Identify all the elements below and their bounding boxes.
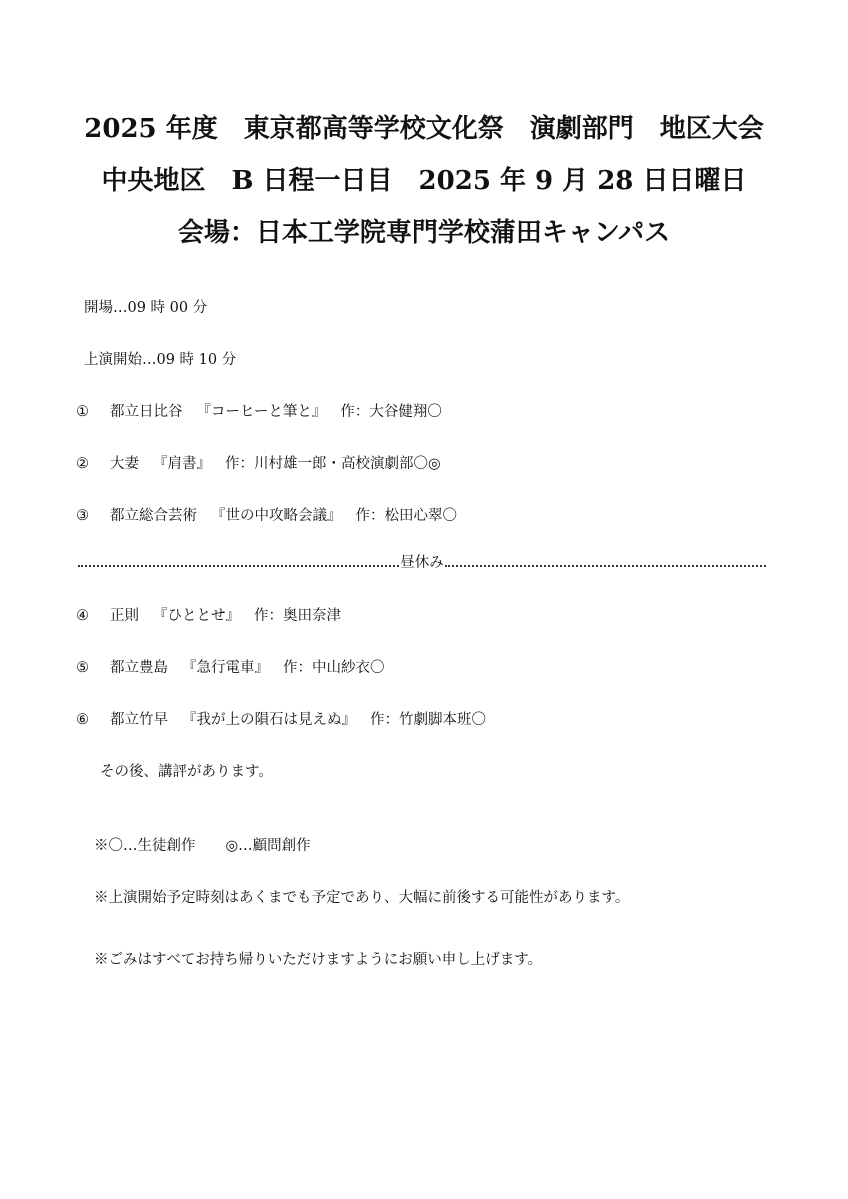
program-author: 作：奥田奈津 <box>254 608 341 624</box>
program-title: 『ひととせ』 <box>153 608 240 624</box>
dotted-leader-left <box>78 565 399 567</box>
document-title-line-2: 中央地区 B 日程一日目 2025 年 9 月 28 日日曜日 <box>101 166 747 196</box>
program-title: 『世の中攻略会議』 <box>211 508 342 524</box>
program-title: 『我が上の隕石は見えぬ』 <box>182 712 356 728</box>
program-item <box>76 606 341 626</box>
program-item <box>76 506 457 526</box>
program-number: ⑥ <box>76 712 89 728</box>
program-author: 作：大谷健翔〇 <box>340 404 442 420</box>
performance-start-time: 上演開始…09 時 10 分 <box>84 352 237 368</box>
program-item <box>76 710 486 730</box>
program-title: 『コーヒーと筆と』 <box>196 404 327 420</box>
program-item <box>76 402 442 422</box>
legend-advisor-creation: ◎…顧問創作 <box>225 838 311 854</box>
program-number: ② <box>76 456 89 472</box>
program-school: 大妻 <box>110 456 139 472</box>
critique-note: その後、講評があります。 <box>100 764 273 780</box>
program-school: 都立竹早 <box>110 712 168 728</box>
lunch-break-label: 昼休み <box>400 555 444 571</box>
lunch-break-divider <box>78 553 766 573</box>
dotted-leader-right <box>445 565 766 567</box>
program-author: 作：中山紗衣〇 <box>283 660 385 676</box>
program-school: 正則 <box>110 608 139 624</box>
legend-student-creation: ※〇…生徒創作 <box>94 838 196 854</box>
document-title-line-1: 2025 年度 東京都高等学校文化祭 演劇部門 地区大会 <box>84 114 764 144</box>
program-item <box>76 454 441 474</box>
legend-note <box>94 836 311 856</box>
program-number: ① <box>76 404 89 420</box>
program-school: 都立豊島 <box>110 660 168 676</box>
program-author: 作：川村雄一郎・高校演劇部〇◎ <box>225 456 441 472</box>
program-number: ③ <box>76 508 89 524</box>
program-school: 都立日比谷 <box>110 404 183 420</box>
doors-open-time: 開場…09 時 00 分 <box>84 300 208 316</box>
document-title-venue: 会場：日本工学院専門学校蒲田キャンパス <box>177 218 671 248</box>
program-title: 『急行電車』 <box>182 660 269 676</box>
program-author: 作：松田心翠〇 <box>355 508 457 524</box>
program-title: 『肩書』 <box>153 456 211 472</box>
program-number: ⑤ <box>76 660 89 676</box>
program-item <box>76 658 385 678</box>
timing-disclaimer: ※上演開始予定時刻はあくまでも予定であり、大幅に前後する可能性があります。 <box>94 890 630 906</box>
program-school: 都立総合芸術 <box>110 508 197 524</box>
program-author: 作：竹劇脚本班〇 <box>370 712 486 728</box>
program-number: ④ <box>76 608 89 624</box>
garbage-note: ※ごみはすべてお持ち帰りいただけますようにお願い申し上げます。 <box>94 952 543 968</box>
